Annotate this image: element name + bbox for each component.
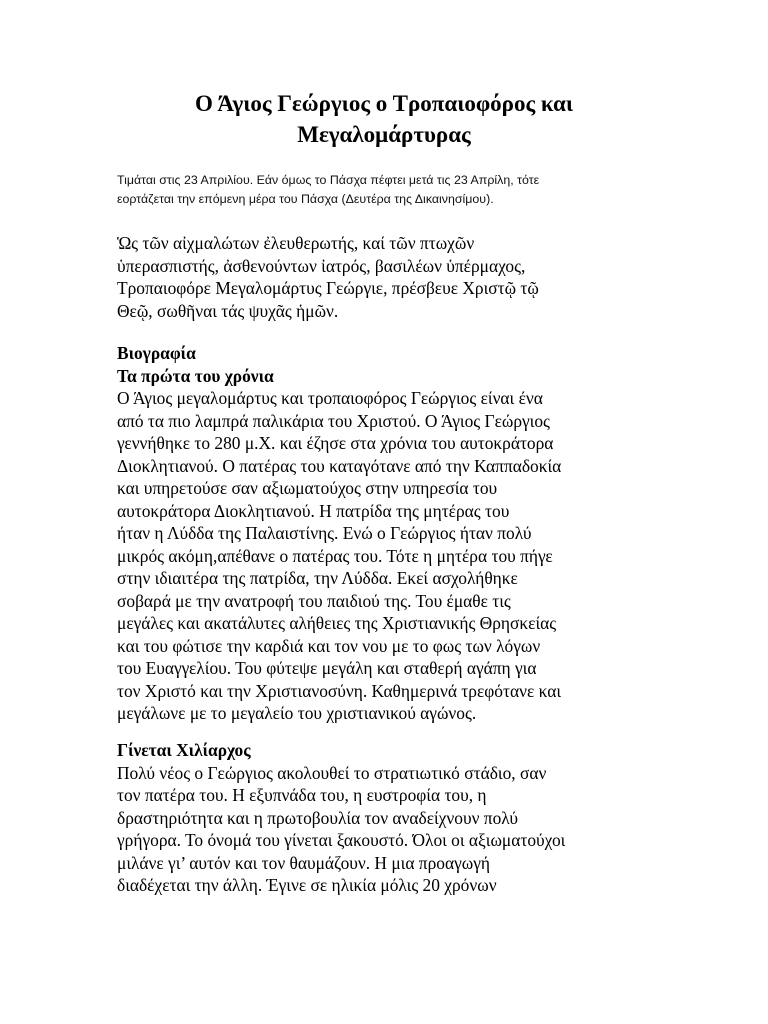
paragraph-line: γρήγορα. Το όνομά του γίνεται ξακουστό. Όλοι οι αξιωματούχοι — [117, 830, 566, 850]
paragraph-line: από τα πιο λαμπρά παλικάρια του Χριστού. Ο Άγιος Γεώργιος — [117, 410, 550, 431]
paragraph-line: τον πατέρα του. Η εξυπνάδα του, η ευστροφία του, η — [117, 785, 487, 805]
biography-heading: Βιογραφία — [117, 343, 196, 363]
paragraph-line: διαδέχεται την άλλη. Έγινε σε ηλικία μόλις 20 χρόνων — [117, 875, 497, 895]
chiliarch-section — [117, 739, 677, 897]
chiliarch-heading: Γίνεται Χιλίαρχος — [117, 740, 251, 760]
paragraph-line: στην ιδιαιτέρα της πατρίδα, την Λύδδα. Εκεί ασχολήθηκε — [117, 568, 518, 588]
hymn-line: Ὡς τῶν αἰχμαλώτων ἐλευθερωτής, καί τῶν πτωχῶν — [117, 233, 475, 253]
hymn-line: ὑπερασπιστής, ἀσθενούντων ἰατρός, βασιλέων ὑπέρμαχος, — [117, 255, 526, 276]
document-title — [100, 88, 668, 150]
paragraph-line: Ο Άγιος μεγαλομάρτυς και τροπαιοφόρος Γεώργιος είναι ένα — [117, 388, 543, 408]
hymn-line: Θεῷ, σωθῆναι τάς ψυχᾶς ἡμῶν. — [117, 300, 339, 321]
feast-day-note — [117, 171, 677, 209]
biography-section — [117, 342, 677, 725]
paragraph-line: ήταν η Λύδδα της Παλαιστίνης. Ενώ ο Γεώργιος ήταν πολύ — [117, 523, 532, 543]
title-line: Ο Άγιος Γεώργιος ο Τροπαιοφόρος και — [194, 91, 574, 116]
paragraph-line: μεγάλωνε με το μεγαλείο του χριστιανικού αγώνος. — [117, 703, 477, 723]
hymn-line: Τροπαιοφόρε Μεγαλομάρτυς Γεώργιε, πρέσβευε Χριστῷ τῷ — [117, 278, 539, 298]
paragraph-line: Διοκλητιανού. Ο πατέρας του καταγότανε από την Καππαδοκία — [117, 455, 562, 476]
intro-line: Τιμάται στις 23 Απριλίου. Εάν όμως το Πάσχα πέφτει μετά τις 23 Απρίλη, τότε — [117, 173, 540, 187]
paragraph-line: Πολύ νέος ο Γεώργιος ακολουθεί το στρατιωτικό στάδιο, σαν — [117, 762, 547, 783]
apolytikion-hymn — [117, 232, 677, 322]
paragraph-line: γεννήθηκε το 280 μ.Χ. και έζησε στα χρόνια του αυτοκράτορα — [117, 433, 554, 453]
title-line: Μεγαλομάρτυρας — [297, 122, 471, 147]
paragraph-line: μικρός ακόμη,απέθανε ο πατέρας του. Τότε η μητέρα του πήγε — [117, 545, 553, 566]
paragraph-line: μιλάνε γι’ αυτόν και τον θαυμάζουν. Η μια προαγωγή — [117, 852, 490, 873]
paragraph-line: αυτοκράτορα Διοκλητιανού. Η πατρίδα της μητέρας του — [117, 500, 510, 521]
intro-line: εορτάζεται την επόμενη μέρα του Πάσχα (Δευτέρα της Δικαινησίμου). — [117, 192, 494, 206]
paragraph-line: του Ευαγγελίου. Του φύτεψε μεγάλη και σταθερή αγάπη για — [117, 658, 537, 678]
paragraph-line: και του φώτισε την καρδιά και τον νου με το φως των λόγων — [117, 635, 541, 656]
paragraph-line: τον Χριστό και την Χριστιανοσύνη. Καθημερινά τρεφότανε και — [117, 680, 561, 701]
paragraph-line: δραστηριότητα και η πρωτοβουλία τον αναδείχνουν πολύ — [117, 807, 518, 828]
early-years-subheading: Τα πρώτα του χρόνια — [117, 365, 274, 386]
paragraph-line: σοβαρά με την ανατροφή του παιδιού της. Του έμαθε τις — [117, 590, 511, 611]
paragraph-line: μεγάλες και ακατάλυτες αλήθειες της Χριστιανικής Θρησκείας — [117, 613, 557, 633]
paragraph-line: και υπηρετούσε σαν αξιωματούχος στην υπηρεσία του — [117, 478, 498, 498]
